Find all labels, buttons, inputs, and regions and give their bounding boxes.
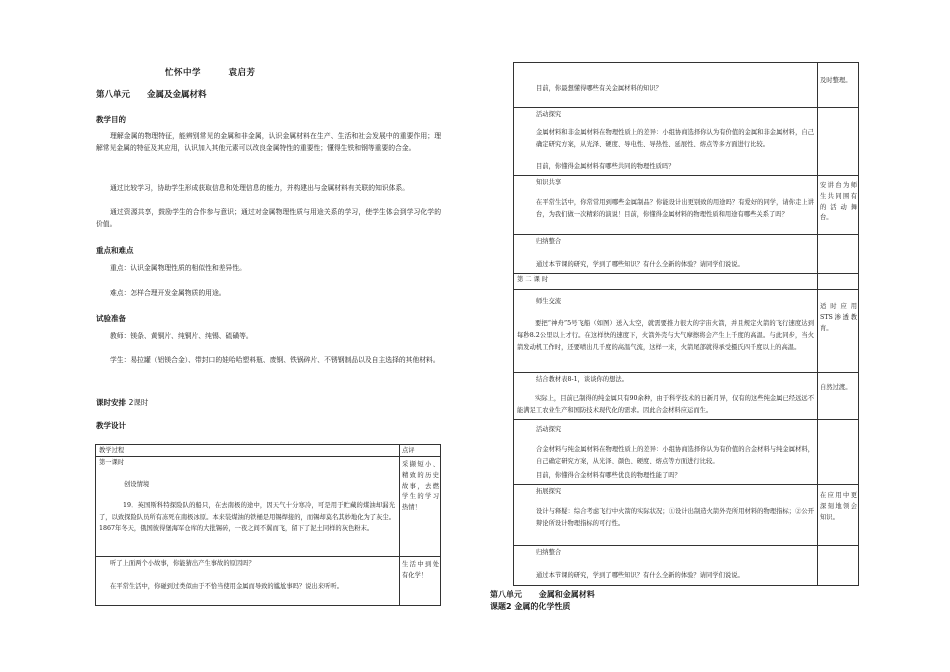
table-row [514, 419, 858, 420]
table-row [96, 456, 440, 457]
table-row [514, 107, 858, 108]
comment-extend: 在应用中更深刻地领会知识。 [820, 492, 857, 521]
col-comment-header: 点评 [402, 447, 415, 454]
goals-p1: 理解金属的物理特征，能辨别常见的金属和非金属，认识金属材料在生产、生活和社会发展中的重要作用；理解常见金属的特征及其应用，认识加入其他元素可以改良金属特性的重要性；懂得生铁和钢等重要的合金。 [96, 132, 441, 152]
author-line [165, 66, 256, 78]
unit-name: 金属及金属材料 [146, 90, 207, 100]
goals-p3: 通过资源共享，鼓励学生的合作参与意识；通过对金属物理性质与用途关系的学习，使学生体会到学习化学的价值。 [96, 208, 441, 228]
summary2-label: 归纳整合 [536, 549, 562, 556]
table-row [514, 273, 858, 274]
q-alloy: 目前，你懂得合金材料有哪些优良的物理性能了吗？ [536, 472, 681, 479]
lesson-table-2 [513, 62, 859, 586]
key-p2: 难点：怎样合理开发金属物质的用途。 [110, 289, 226, 297]
table-row [514, 372, 858, 373]
share-label: 知识共享 [536, 179, 562, 186]
footer-unit [490, 589, 595, 600]
summary-text: 通过本节课的研究，学到了哪些知识？有什么全新的体验？请同学们说说。 [536, 261, 744, 268]
explore2-label: 活动探究 [536, 426, 562, 433]
teacher-text: 要把“神舟”5号飞船（如图）送入太空，就需要推力很大的宇宙火箭，并且规定火箭的飞行速度达到每秒8.2公里以上才行。在这样快的速度下，火箭外壳与大气摩擦将会产生上千度的高温。与此同步，当火箭发动机工作时，还要喷出几千度的高温气流，这样一来，火箭尾部就得承受摄氏四千度以上的高温。 [517, 320, 814, 351]
explore-text: 金属材料和非金属材料在物理性质上的差异：小组协商选择你认为有价值的金属和非金属材料，自己确定研究方案，从光泽、硬度、导电性、导热性、延展性、熔点等多方面进行比较。 [536, 129, 814, 148]
table-row [514, 545, 858, 546]
key-p1: 重点：认识金属物理性质的相似性和差异性。 [110, 264, 246, 272]
schedule-value: 2课时 [128, 398, 149, 407]
schedule-label: 课时安排 [96, 398, 126, 407]
q-known: 目前，你最想懂得哪些有关金属材料的知识？ [536, 85, 662, 92]
table-row [514, 484, 858, 485]
scene-label: 创设情境 [124, 481, 150, 488]
col-process-header: 教学过程 [99, 447, 125, 454]
story-text: 19．英国斯科特探险队的船只，在去南极的途中，因天气十分寒冷，可是用于贮藏的煤油却漏光了，以致探险队员所有冻死在南极冰原。本来装煤油的铁桶是用锡焊接的，而锡却莫名其妙地化为了灰尘。1867年冬天，俄国彼得堡海军仓库的大批锡砖，一夜之间不翼而飞，留下了泥土同样的灰色粉末。 [99, 502, 395, 532]
goals-p2: 通过比较学习，协助学生形成获取信息和处理信息的能力，并构建出与金属材料有关联的知识体系。 [110, 184, 410, 192]
lesson2-label: 第 二 课 时 [517, 276, 549, 283]
table-row [514, 234, 858, 235]
teacher-name: 袁启芳 [228, 68, 256, 78]
unit-label: 第八单元 [96, 90, 131, 100]
daily-text: 在平常生活中，你碰到过类似由于不恰当使用金属而导致的尴尬事吗？说出来听听。 [110, 583, 343, 590]
unit-title [96, 88, 207, 100]
table-row [96, 556, 440, 557]
lesson1-label: 第一课时 [99, 459, 125, 466]
goals-heading: 教学目的 [96, 115, 126, 124]
comment-teacher: 适时应用STS渗透教育。 [820, 303, 857, 332]
q-common: 目前，你懂得金属材料有哪些共同的物理性质吗？ [536, 163, 675, 170]
comment-1: 采撷短小、精致的历史故事，去燃学生的学习热情！ [402, 461, 439, 512]
explore-label: 活动探究 [536, 111, 562, 118]
prep-p1: 教师：镁条、黄铜片、纯铜片、纯锡、硫磺等。 [110, 332, 253, 340]
key-heading: 重点和难点 [96, 246, 134, 255]
table-divider [399, 445, 400, 605]
share-text: 在平常生活中，你常常用到哪些金属制品？你能设计出更别致的用途吗？有爱好的同学，请你走上讲台，为我们做一次精彩的演说！目前，你懂得金属材料的物理性质和用途有哪些关系了吗？ [536, 199, 814, 218]
comment-2: 生活中到处有化学！ [402, 561, 439, 579]
table-divider [817, 63, 818, 585]
prep-heading: 试验准备 [96, 314, 126, 323]
footer-topic: 课题2 金属的化学性质 [490, 602, 571, 611]
table-row [514, 175, 858, 176]
summary2-text: 通过本节课的研究，学到了哪些知识？有什么全新的体验？请同学们说说。 [536, 572, 744, 579]
comment-book: 自然过渡。 [820, 384, 852, 391]
design-heading: 教学设计 [96, 421, 126, 430]
book-text: 实际上，目前已制得的纯金属只有90余种，由于科学技术的日新月异，仅有的这些纯金属已经远远不能满足工农业生产和国防技术现代化的需求。因此合金材料应运而生。 [517, 395, 814, 414]
extend-label: 拓展探究 [536, 488, 562, 495]
teacher-label: 师生交流 [536, 298, 562, 305]
lesson-table-1 [95, 444, 441, 606]
footer-unit-title: 金属和金属材料 [538, 590, 595, 599]
comment-known: 及时整理。 [820, 77, 852, 84]
explore2-text: 合金材料与纯金属材料在物理性质上的差异：小组协商选择你认为有价值的合金材料与纯金属材料，自己确定研究方案，从光泽、颜色、硬度、熔点等方面进行比较。 [536, 446, 814, 465]
schedule-line [96, 397, 148, 408]
table-row [514, 289, 858, 290]
footer-unit-label: 第八单元 [490, 590, 522, 599]
ask-text: 听了上面两个小故事，你能猜出产生事故的原因吗？ [110, 560, 255, 567]
prep-p2: 学生：易拉罐（铝镁合金）、带封口的娃哈哈塑料瓶、废钢、铁锅碎片、不锈钢制品以及自主选择的其他材料。 [110, 356, 440, 364]
comment-share: 安讲台为师生共同围有的活动舞台。 [820, 182, 857, 222]
school-name: 忙怀中学 [165, 68, 202, 78]
book-line: 结合教材表8-1，谈谈你的想法。 [536, 376, 628, 383]
summary-label: 归纳整合 [536, 238, 562, 245]
extend-text: 设计与释疑：综合考虑飞行中火箭的实际状况；①设计出制造火箭外壳所用材料的物理指标；②公开辩论所设计物理指标的可行性。 [536, 508, 814, 527]
